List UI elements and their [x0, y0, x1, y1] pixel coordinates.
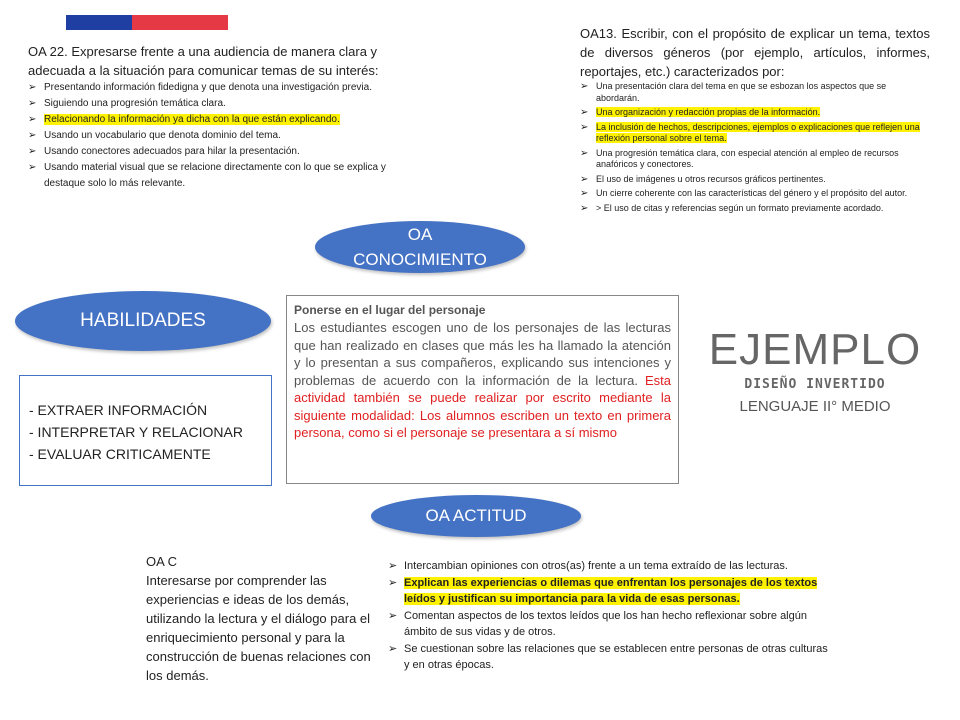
arrow-bullet-icon: ➢ — [388, 560, 398, 572]
arrow-bullet-icon: ➢ — [580, 121, 589, 133]
oa22-title: OA 22. Expresarse frente a una audiencia de manera clara y adecuada a la situación para comunicar temas de su interés: — [28, 44, 379, 78]
skills-box — [19, 375, 272, 486]
arrow-bullet-icon: ➢ — [580, 81, 589, 92]
oa13-title: OA13. Escribir, con el propósito de explicar un tema, textos de diversos géneros (por ejemplo, artículos, informes, reportajes, etc.) caracterizados por: — [580, 26, 930, 79]
example-course: LENGUAJE II° MEDIO — [739, 398, 891, 415]
list-item: ➢ Intercambian opiniones con otros(as) frente a un tema extraído de las lecturas. — [388, 560, 788, 572]
habilidades-label: HABILIDADES — [15, 291, 271, 351]
list-item: ➢ Un cierre coherente con las características del género y el propósito del autor. — [580, 188, 908, 199]
arrow-bullet-icon: ➢ — [388, 643, 398, 655]
oa-c-text: Interesarse por comprender las experiencias e ideas de los demás, utilizando la lectura y el diálogo para el enriquecimiento personal y para la construcción de buenas relaciones con los demás. — [146, 573, 371, 683]
oa22-list — [28, 80, 420, 192]
oa-actitud-label: OA ACTITUD — [371, 495, 581, 537]
example-title: EJEMPLO — [708, 325, 922, 374]
highlighted-text: Una organización y redacción propias de la información. — [596, 107, 821, 117]
oa13-list — [580, 81, 930, 214]
list-item: ➢ Se cuestionan sobre las relaciones que se establecen entre personas de otras culturas y en otras épocas. — [388, 643, 828, 671]
activity-body: Los estudiantes escogen uno de los personajes de las lecturas que han realizado en clases que más les ha llamado la atención y lo presentan a sus compañeros, explicando sus intenciones y problemas de acuerdo con la información de la lectura. — [294, 320, 671, 388]
list-item: ➢ Usando un vocabulario que denota dominio del tema. — [28, 128, 420, 144]
activity-note: Esta actividad también se puede realizar por escrito mediante la siguiente modalidad: Los alumnos escriben un texto en primera persona, como si el personaje se presentara a sí mismo — [294, 372, 672, 440]
list-item: ➢ Comentan aspectos de los textos leídos que los han hecho reflexionar sobre algún ámbito de sus vidas y de otros. — [388, 610, 807, 638]
flag-red-stripe — [132, 15, 228, 30]
arrow-bullet-icon: ➢ — [388, 610, 398, 622]
arrow-bullet-icon: ➢ — [28, 82, 37, 93]
arrow-bullet-icon: ➢ — [28, 130, 37, 141]
arrow-bullet-icon: ➢ — [580, 173, 589, 185]
arrow-bullet-icon: ➢ — [580, 188, 589, 199]
oa-conocimiento-line1: OA — [407, 225, 433, 244]
list-item — [28, 112, 420, 128]
highlighted-text: La inclusión de hechos, descripciones, ejemplos o explicaciones que reflejen una reflexión personal sobre el tema. — [596, 121, 920, 143]
arrow-bullet-icon: ➢ — [580, 202, 589, 214]
activity-title: Ponerse en el lugar del personaje — [294, 303, 486, 317]
list-item: ➢ Presentando información fidedigna y que denota una investigación previa. — [28, 80, 420, 96]
oa-conocimiento-line2: CONOCIMIENTO — [353, 250, 487, 269]
list-item — [388, 575, 832, 607]
list-item: ➢ Una presentación clara del tema en que se esbozan los aspectos que se abordarán. — [580, 81, 887, 103]
highlighted-text: Relacionando la información ya dicha con la que están explicando. — [44, 114, 340, 125]
list-item: ➢ Siguiendo una progresión temática clara. — [28, 96, 420, 112]
list-item: ➢ Usando conectores adecuados para hilar la presentación. — [28, 144, 420, 160]
oa-conocimiento-label — [315, 221, 525, 273]
oa13-block — [580, 24, 930, 217]
arrow-bullet-icon: ➢ — [28, 114, 37, 125]
arrow-bullet-icon: ➢ — [28, 98, 37, 109]
arrow-bullet-icon: ➢ — [28, 146, 37, 157]
list-item: ➢ > El uso de citas y referencias según un formato previamente acordado. — [580, 202, 884, 214]
oa-c-block — [146, 552, 376, 685]
flag-blue-stripe — [66, 15, 132, 30]
skill-item: - EXTRAER INFORMACIÓN — [29, 402, 208, 418]
skill-item: - INTERPRETAR Y RELACIONAR — [29, 424, 243, 440]
highlighted-text: Explican las experiencias o dilemas que enfrentan los personajes de los textos leídos y justifican su importancia para la vida de esas personas. — [404, 577, 818, 605]
list-item: ➢ Una progresión temática clara, con especial atención al empleo de recursos anafóricos y conectores. — [580, 147, 899, 169]
activity-box — [286, 295, 679, 484]
list-item: ➢ Usando material visual que se relacione directamente con lo que se explica y destaque solo lo más relevante. — [28, 162, 386, 189]
list-item: ➢ El uso de imágenes u otros recursos gráficos pertinentes. — [580, 173, 826, 185]
arrow-bullet-icon: ➢ — [580, 107, 589, 118]
arrow-bullet-icon: ➢ — [388, 577, 398, 589]
example-subtitle: DISEÑO INVERTIDO — [744, 377, 886, 392]
list-item — [580, 122, 930, 145]
arrow-bullet-icon: ➢ — [28, 162, 37, 173]
skill-item: - EVALUAR CRITICAMENTE — [29, 446, 211, 462]
list-item — [580, 107, 930, 119]
oa22-block — [28, 42, 420, 192]
actitud-list — [388, 558, 832, 674]
arrow-bullet-icon: ➢ — [580, 147, 589, 159]
oa-c-code: OA C — [146, 554, 178, 569]
